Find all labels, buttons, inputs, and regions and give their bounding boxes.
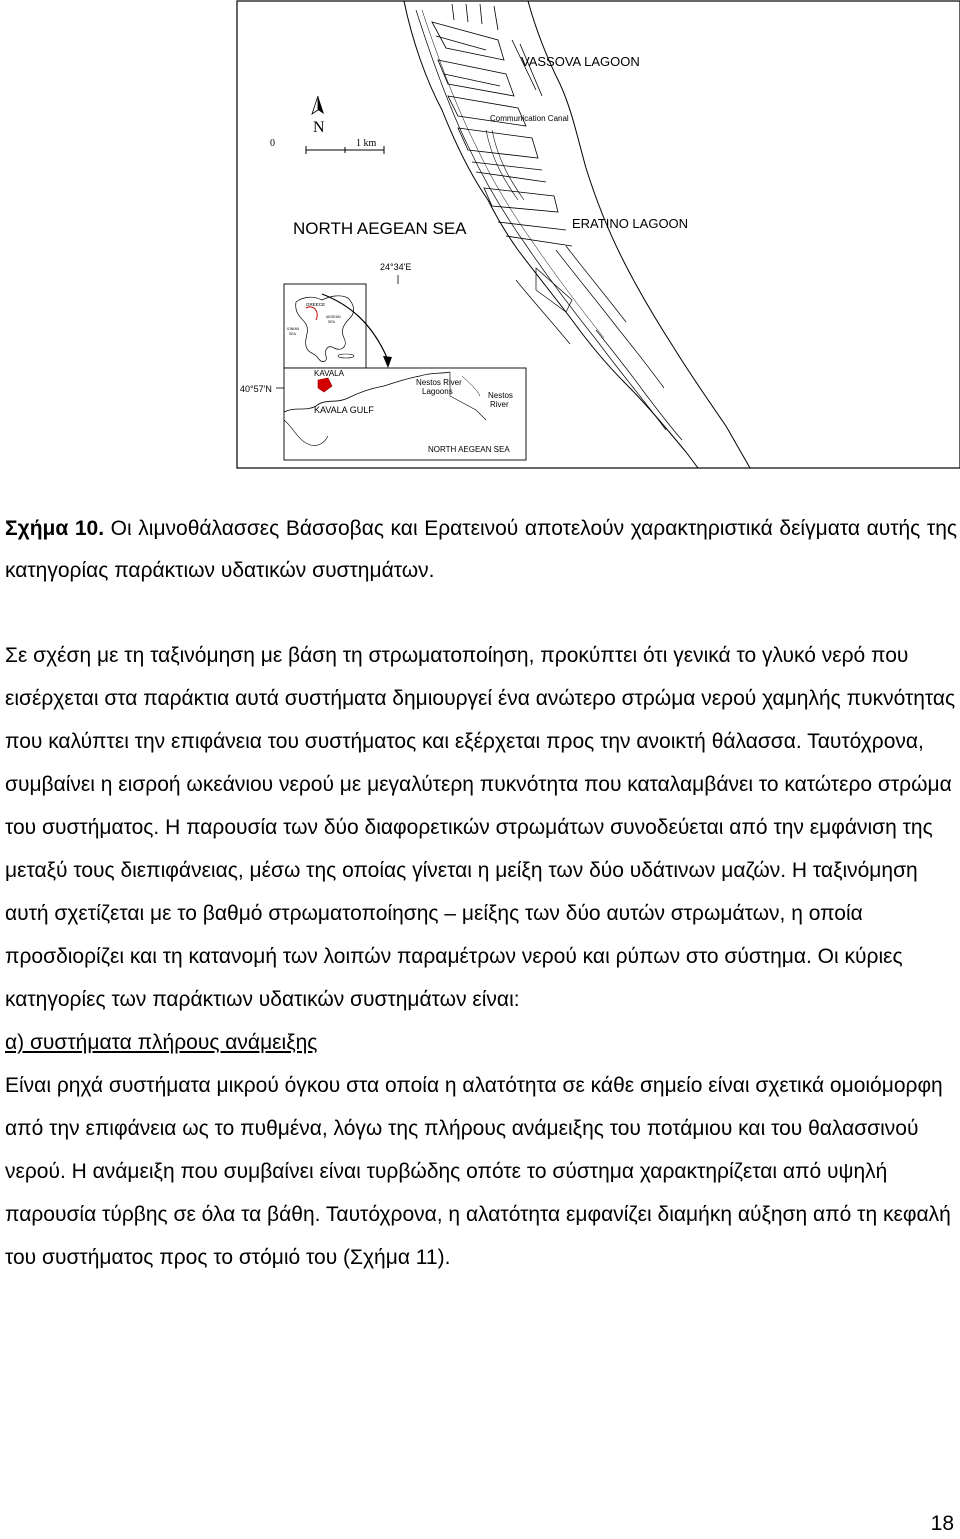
body-text — [5, 634, 957, 1279]
inset-aegean-label-2: SEA — [328, 320, 336, 324]
inset-aegean-label-1: AEGEAN — [326, 315, 341, 319]
paragraph-stratification: Σε σχέση με τη ταξινόμηση με βάση τη στρωματοποίηση, προκύπτει ότι γενικά το γλυκό νερό που εισέρχεται στα παράκτια αυτά συστήματα δημιουργεί ένα ανώτερο στρώμα νερού χαμηλής πυκνότητας που καλύπτει την επιφάνεια του συστήματος και εξέρχεται προς την ανοικτή θάλασσα. Ταυτόχρονα, συμβαίνει η εισροή ωκεάνιου νερού με μεγαλύτερη πυκνότητα που καταλαμβάνει το κατώτερο στρώμα του συστήματος. Η παρουσία των δύο διαφορετικών στρωμάτων συνοδεύεται από την εμφάνιση της μεταξύ τους διεπιφάνειας, μέσω της οποίας γίνεται η μείξη των δύο υδάτινων μαζών. Η ταξινόμηση αυτή σχετίζεται με το βαθμό στρωματοποίησης – μείξης των δύο αυτών στρωμάτων, η οποία προσδιορίζει και τη κατανομή των λοιπών παραμέτρων νερού και ρύπων στο σύστημα. Οι κύριες κατηγορίες των παράκτιων υδατικών συστημάτων είναι: — [5, 644, 956, 1011]
north-aegean-sea-bottom-label: NORTH AEGEAN SEA — [428, 445, 510, 454]
kavala-label: KAVALA — [314, 369, 344, 378]
nestos-lagoons-label-1: Nestos River — [416, 378, 462, 387]
subheading-full-mixing: α) συστήματα πλήρους ανάμειξης — [5, 1031, 318, 1054]
inset-ionian-label-2: SEA — [289, 332, 297, 336]
latitude-label: 40°57'N — [240, 384, 272, 394]
page-number: 18 — [930, 1512, 954, 1535]
paragraph-full-mixing: Είναι ρηχά συστήματα μικρού όγκου στα οποία η αλατότητα σε κάθε σημείο είναι σχετικά ομοιόμορφη από την επιφάνεια ως το πυθμένα, λόγω της πλήρους ανάμειξης του ποτάμιου και του θαλασσινού νερού. Η ανάμειξη που συμβαίνει είναι τυρβώδης οπότε το σύστημα χαρακτηρίζεται από υψηλή παρουσία τύρβης σε όλα τα βάθη. Ταυτόχρονα, η αλατότητα εμφανίζει διαμήκη αύξηση από τη κεφαλή του συστήματος προς το στόμιό του (Σχήμα 11). — [5, 1074, 951, 1269]
nestos-river-label-2: River — [490, 400, 509, 409]
communication-canal-label: Communication Canal — [490, 114, 569, 123]
caption-label: Σχήμα 10. — [5, 517, 105, 540]
caption-text: Οι λιμνοθάλασσες Βάσσοβας και Ερατεινού αποτελούν χαρακτηριστικά δείγματα αυτής της κατηγορίας παράκτιων υδατικών συστημάτων. — [5, 517, 957, 582]
vassova-lagoon-label: VASSOVA LAGOON — [521, 54, 640, 69]
inset-greece-label: GREECE — [306, 302, 326, 307]
inset-map-greece — [284, 284, 366, 368]
eratino-lagoon-label: ERATINO LAGOON — [572, 216, 689, 231]
nestos-lagoons-label-2: Lagoons — [422, 387, 453, 396]
inset-ionian-label-1: IONIAN — [287, 327, 300, 331]
figure-caption — [5, 508, 957, 592]
nestos-river-label-1: Nestos — [488, 391, 513, 400]
map-svg — [236, 0, 960, 470]
kavala-gulf-label: KAVALA GULF — [314, 405, 374, 415]
scale-km-label: 1 km — [356, 138, 377, 149]
scale-zero-label: 0 — [270, 138, 275, 149]
lagoon-map-figure — [236, 0, 960, 470]
longitude-label: 24°34'E — [380, 262, 412, 272]
north-letter: N — [313, 119, 325, 136]
north-aegean-sea-top-label: NORTH AEGEAN SEA — [293, 219, 467, 238]
